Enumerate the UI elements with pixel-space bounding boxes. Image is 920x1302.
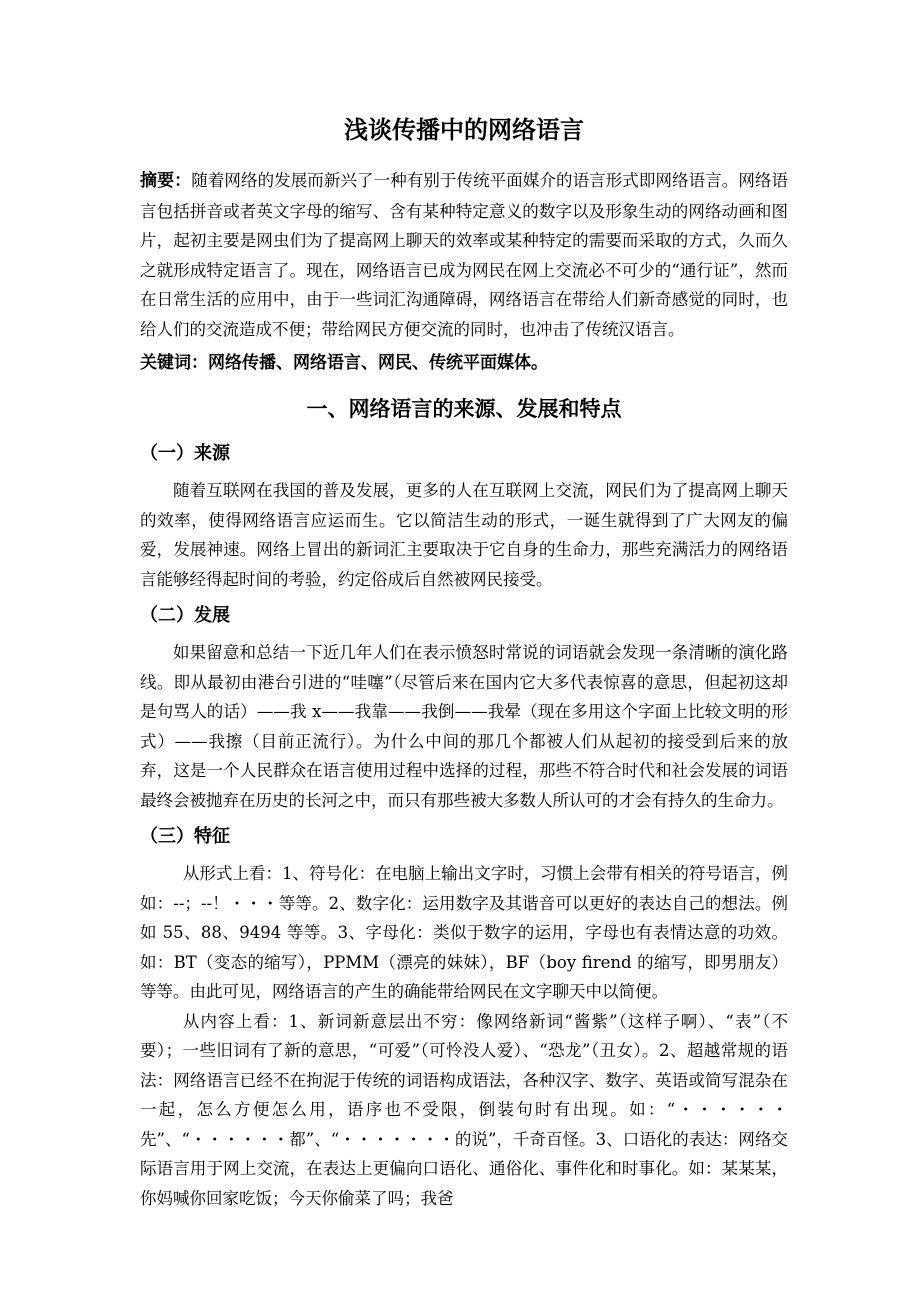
paragraph-features-content: 从内容上看：1、新词新意层出不穷：像网络新词“酱紫”（这样子啊）、“表”（不要）；一些旧词有了新的意思，“可爱”（可怜没人爱）、“恐龙”（丑女）。2、超越常规的语法：网络语言已经不在拘泥于传统的词语构成语法，各种汉字、数字、英语或简写混杂在一起，怎么方便怎么用，语序也不受限，倒装句时有出现。如：“・・・・・・先”、“・・・・・・都”、“・・・・・・・的说”，千奇百怪。3、口语化的表达：网络交际语言用于网上交流，在表达上更偏向口语化、通俗化、事件化和时事化。如：某某某，你妈喊你回家吃饭；今天你偷菜了吗；我爸 [140, 1011, 788, 1208]
abstract-text: 随着网络的发展而新兴了一种有别于传统平面媒介的语言形式即网络语言。网络语言包括拼音或者英文字母的缩写、含有某种特定意义的数字以及形象生动的网络动画和图片，起初主要是网虫们为了提高网上聊天的效率或某种特定的需要而采取的方式，久而久之就形成特定语言了。现在，网络语言已成为网民在网上交流必不可少的“通行证”，然而在日常生活的应用中，由于一些词汇沟通障碍，网络语言在带给人们新奇感觉的同时，也给人们的交流造成不便；带给网民方便交流的同时，也冲击了传统汉语言。 [140, 171, 789, 339]
keywords-label: 关键词： [140, 353, 208, 373]
subsection-heading-features: （三）特征 [140, 826, 230, 847]
document-title: 浅谈传播中的网络语言 [344, 116, 584, 144]
document-page [140, 112, 788, 1213]
paragraph-source: 随着互联网在我国的普及发展，更多的人在互联网上交流，网民们为了提高网上聊天的效率，使得网络语言应运而生。它以简洁生动的形式，一诞生就得到了广大网友的偏爱，发展神速。网络上冒出的新词汇主要取决于它自身的生命力，那些充满活力的网络语言能够经得起时间的考验，约定俗成后自然被网民接受。 [140, 481, 788, 589]
keywords [140, 348, 788, 378]
section-heading: 一、网络语言的来源、发展和特点 [306, 397, 622, 421]
keywords-text: 网络传播、网络语言、网民、传统平面媒体。 [208, 353, 548, 373]
subsection-heading-development: （二）发展 [140, 605, 230, 626]
paragraph-development: 如果留意和总结一下近几年人们在表示愤怒时常说的词语就会发现一条清晰的演化路线。即从最初由港台引进的“哇噻”（尽管后来在国内它大多代表惊喜的意思，但起初这却是句骂人的话）——我 x——我靠——我倒——我晕（现在多用这个字面上比较文明的形式）——我擦（目前正流行）。为什么中间的那几个都被人们从起初的接受到后来的放弃，这是一个人民群众在语言使用过程中选择的过程，那些不符合时代和社会发展的词语最终会被抛弃在历史的长河之中，而只有那些被大多数人所认可的才会有持久的生命力。 [140, 643, 788, 810]
abstract-label: 摘要： [140, 171, 192, 191]
subsection-heading-source: （一）来源 [140, 443, 230, 464]
abstract [140, 166, 788, 344]
paragraph-features-form: 从形式上看：1、符号化：在电脑上输出文字时，习惯上会带有相关的符号语言，例如：--；--！・・・等等。2、数字化：运用数字及其谐音可以更好的表达自己的想法。例如 55、88、9494 等等。3、字母化：类似于数字的运用，字母也有表情达意的功效。如：BT（变态的缩写），PPMM（漂亮的妹妹），BF（boy firend 的缩写，即男朋友）等等。由此可见，网络语言的产生的确能带给网民在文字聊天中以简便。 [140, 864, 788, 1001]
